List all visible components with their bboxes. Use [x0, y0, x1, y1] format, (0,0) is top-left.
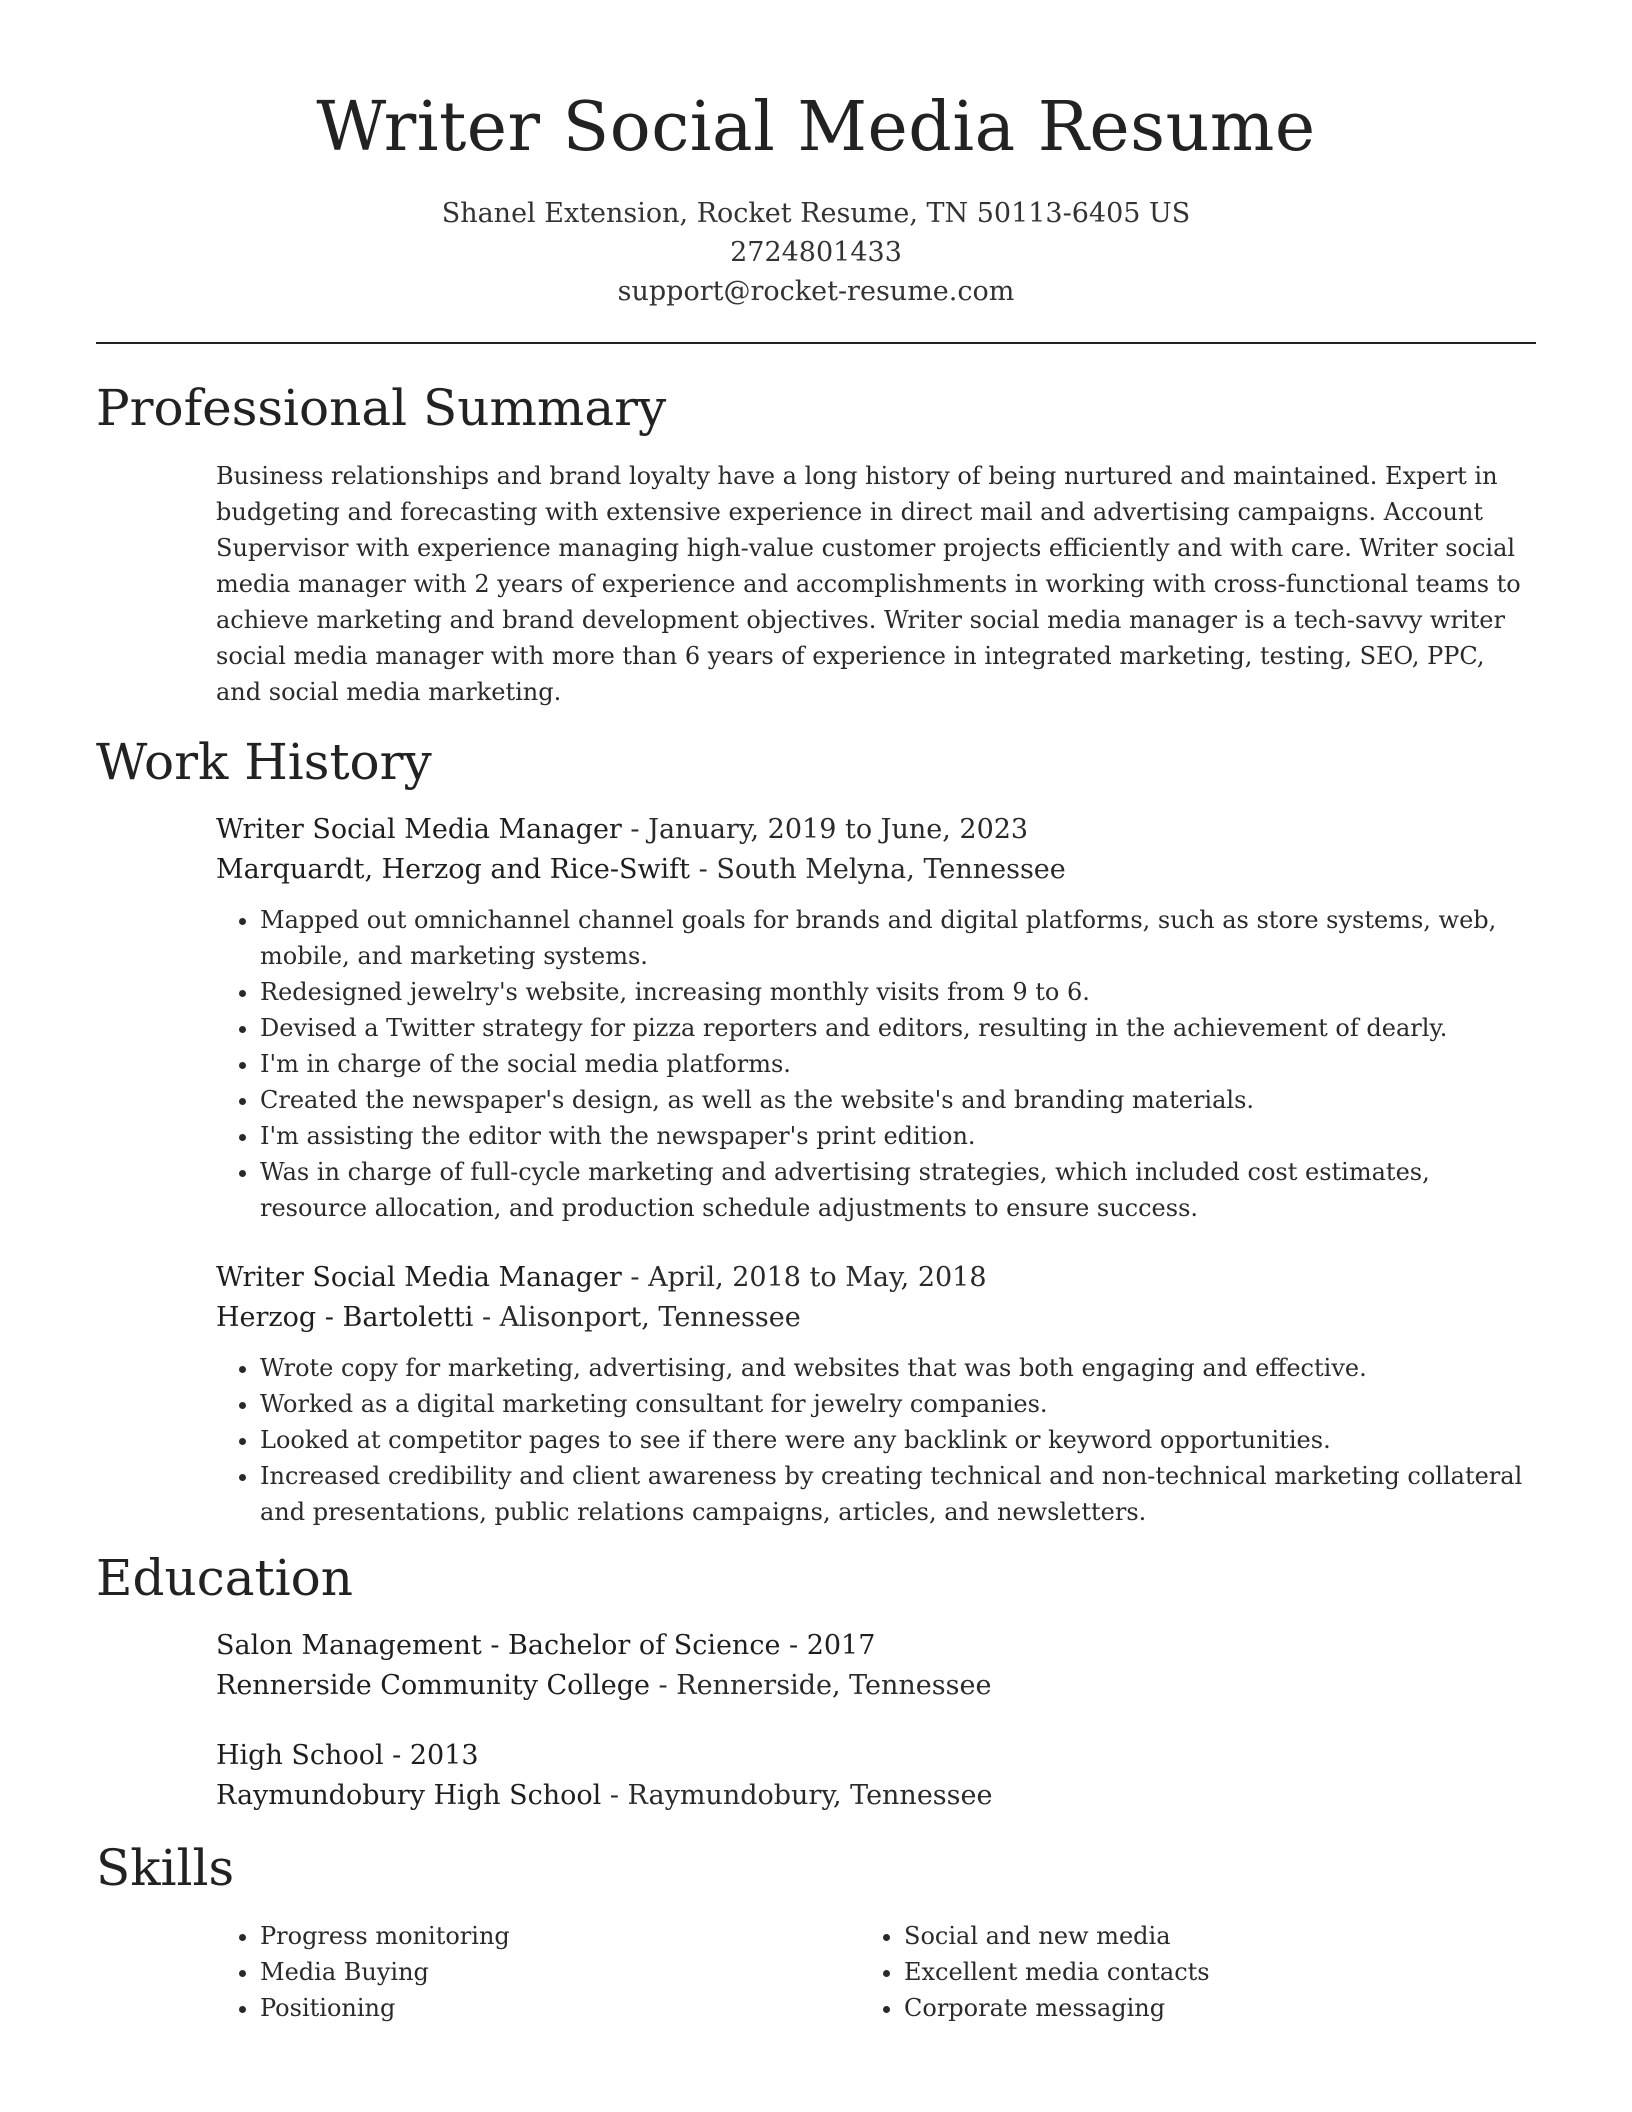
work-history-heading: Work History	[96, 733, 432, 791]
skill-item: • Progress monitoring	[260, 1918, 816, 1954]
education-entry	[216, 1736, 1536, 1816]
skills-heading: Skills	[96, 1839, 235, 1897]
job-title-line	[216, 1258, 1536, 1298]
school: Rennerside Community College	[216, 1670, 650, 1701]
summary-text: Business relationships and brand loyalty have a long history of being nurtured and maintained. Expert in budgeting and forecasting with extensive experience in direct mail and advertising campaigns. Account Supervisor with experience managing high-value customer projects efficiently and with care. Writer social media manager with 2 years of experience and accomplishments in working with cross-functional teams to achieve marketing and brand development objectives. Writer social media manager is a tech-savvy writer social media manager with more than 6 years of experience in integrated marketing, testing, SEO, PPC, and social media marketing.	[216, 462, 1521, 706]
job-bullet: • Increased credibility and client awareness by creating technical and non-technical marketing collateral and presentations, public relations campaigns, articles, and newsletters.	[260, 1458, 1536, 1530]
skill-item: • Positioning	[260, 1990, 816, 2026]
skill-item: • Social and new media	[904, 1918, 1460, 1954]
skill-item: • Excellent media contacts	[904, 1954, 1460, 1990]
degree-line	[216, 1736, 1536, 1776]
skill-item: • Media Buying	[260, 1954, 816, 1990]
job-bullet: • Redesigned jewelry's website, increasing monthly visits from 9 to 6.	[260, 974, 1536, 1010]
job-company: Herzog - Bartoletti	[216, 1302, 474, 1333]
job-title: Writer Social Media Manager	[216, 814, 622, 845]
job-title: Writer Social Media Manager	[216, 1262, 622, 1293]
email: support@rocket-resume.com	[617, 276, 1015, 307]
job-bullet: • I'm in charge of the social media platforms.	[260, 1046, 1536, 1082]
job-location: - Alisonport, Tennessee	[473, 1302, 801, 1333]
contact-info	[96, 194, 1536, 311]
job-bullet: • Created the newspaper's design, as well as the website's and branding materials.	[260, 1082, 1536, 1118]
header	[96, 80, 1536, 311]
job-dates: - January, 2019 to June, 2023	[621, 814, 1029, 845]
job-company: Marquardt, Herzog and Rice-Swift	[216, 854, 691, 885]
job-bullet: • Mapped out omnichannel channel goals for brands and digital platforms, such as store systems, web, mobile, and marketing systems.	[260, 902, 1536, 974]
skills-list	[860, 1918, 1460, 2026]
skills-column-right	[860, 1918, 1460, 2026]
job-title-line	[216, 810, 1536, 850]
job-location: - South Melyna, Tennessee	[690, 854, 1066, 885]
job-entry	[216, 1258, 1536, 1530]
job-bullet: • Devised a Twitter strategy for pizza reporters and editors, resulting in the achievement of dearly.	[260, 1010, 1536, 1046]
job-bullets	[216, 902, 1536, 1226]
job-dates: - April, 2018 to May, 2018	[621, 1262, 987, 1293]
skills-list	[216, 1918, 816, 2026]
school: Raymundobury High School	[216, 1780, 602, 1811]
school-location: - Raymundobury, Tennessee	[601, 1780, 993, 1811]
education-entry	[216, 1626, 1536, 1706]
job-bullet: • Wrote copy for marketing, advertising, and websites that was both engaging and effective.	[260, 1350, 1536, 1386]
job-bullets	[216, 1350, 1536, 1530]
education-heading: Education	[96, 1549, 353, 1607]
skills-column-left	[216, 1918, 816, 2026]
degree-line	[216, 1626, 1536, 1666]
job-company-line	[216, 850, 1536, 890]
job-bullet: • Looked at competitor pages to see if there were any backlink or keyword opportunities.	[260, 1422, 1536, 1458]
school-line	[216, 1666, 1536, 1706]
skill-item: • Corporate messaging	[904, 1990, 1460, 2026]
summary-section	[216, 458, 1536, 710]
degree: Salon Management - Bachelor of Science - 2017	[216, 1630, 876, 1661]
resume-title: Writer Social Media Resume	[316, 88, 1316, 167]
job-bullet: • Was in charge of full-cycle marketing and advertising strategies, which included cost estimates, resource allocation, and production schedule adjustments to ensure success.	[260, 1154, 1536, 1226]
phone: 2724801433	[730, 237, 902, 268]
header-divider	[96, 342, 1536, 344]
job-bullet: • I'm assisting the editor with the newspaper's print edition.	[260, 1118, 1536, 1154]
address: Shanel Extension, Rocket Resume, TN 50113-6405 US	[441, 198, 1191, 229]
job-company-line	[216, 1298, 1536, 1338]
degree: High School - 2013	[216, 1740, 479, 1771]
school-line	[216, 1776, 1536, 1816]
job-entry	[216, 810, 1536, 1226]
job-bullet: • Worked as a digital marketing consultant for jewelry companies.	[260, 1386, 1536, 1422]
school-location: - Rennerside, Tennessee	[649, 1670, 992, 1701]
summary-heading: Professional Summary	[96, 379, 667, 437]
